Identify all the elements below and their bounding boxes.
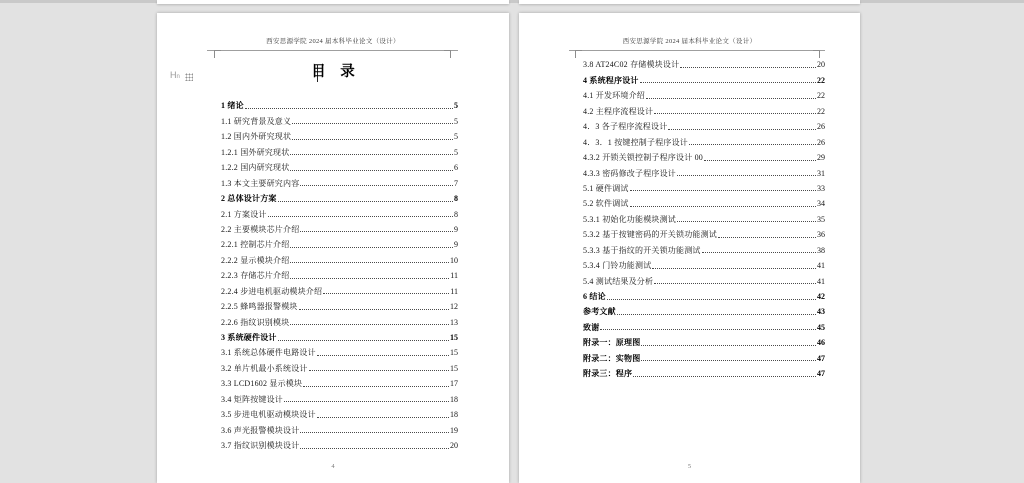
toc-entry[interactable] bbox=[221, 297, 458, 312]
toc-entry-label: 4.2 主程序流程设计 bbox=[583, 106, 654, 116]
page-header-text: 西安思源学院 2024 届本科毕业论文（设计） bbox=[622, 38, 757, 45]
toc-entry-label: 3.3 LCD1602 显示模块 bbox=[221, 379, 303, 389]
dot-leader bbox=[300, 448, 449, 449]
dot-leader bbox=[278, 340, 449, 341]
toc-entry-label: 4.3.3 密码修改子程序设计 bbox=[583, 168, 676, 178]
dot-leader bbox=[702, 252, 816, 253]
toc-entry-label: 1.2.2 国内研究现状 bbox=[221, 163, 290, 173]
dot-leader bbox=[600, 329, 816, 330]
toc-entry-label: 2 总体设计方案 bbox=[221, 194, 277, 204]
toc-entry[interactable] bbox=[583, 86, 825, 101]
dot-leader bbox=[689, 144, 816, 145]
toc-entry[interactable] bbox=[221, 142, 458, 157]
toc-entry[interactable] bbox=[221, 328, 458, 343]
toc-entry[interactable] bbox=[583, 348, 825, 363]
dot-leader bbox=[268, 216, 453, 217]
heading-collapse-icon[interactable]: Hn bbox=[170, 70, 180, 80]
toc-entry-page: 42 bbox=[817, 292, 825, 301]
dot-leader bbox=[677, 175, 816, 176]
toc-entry[interactable] bbox=[221, 281, 458, 296]
dot-leader bbox=[290, 324, 449, 325]
toc-entry-label: 1 绪论 bbox=[221, 101, 244, 111]
toc-entry-page: 35 bbox=[817, 214, 825, 224]
dot-leader bbox=[278, 201, 453, 202]
toc-entry[interactable] bbox=[221, 266, 458, 281]
toc-entry-page: 5 bbox=[454, 147, 458, 157]
dot-leader bbox=[640, 82, 816, 83]
text-boundary-corner-left bbox=[575, 50, 582, 58]
toc-entry-label: 致谢 bbox=[583, 322, 600, 332]
toc-entry-label: 2.1 方案设计 bbox=[221, 209, 267, 219]
dot-leader bbox=[633, 376, 816, 377]
toc-entry-page: 41 bbox=[817, 276, 825, 286]
dot-leader bbox=[680, 67, 816, 68]
toc-entry[interactable] bbox=[583, 302, 825, 317]
toc-entry[interactable] bbox=[583, 132, 825, 147]
dot-leader bbox=[300, 185, 453, 186]
drag-handle-icon[interactable] bbox=[185, 73, 193, 81]
toc-entry-label: 2.2.3 存储芯片介绍 bbox=[221, 271, 290, 281]
toc-entry[interactable] bbox=[583, 163, 825, 178]
dot-leader bbox=[677, 221, 816, 222]
toc-entry[interactable] bbox=[583, 225, 825, 240]
toc-entry[interactable] bbox=[221, 158, 458, 173]
toc-title-row[interactable] bbox=[207, 63, 459, 83]
toc-entry-label: 5.3.1 初始化功能模块测试 bbox=[583, 214, 676, 224]
toc-entry-label: 3.4 矩阵按键设计 bbox=[221, 394, 283, 404]
toc-entry-label: 1.3 本文主要研究内容 bbox=[221, 178, 300, 188]
toc-entry[interactable] bbox=[221, 343, 458, 358]
toc-entry-label: 附录一：原理图 bbox=[583, 338, 641, 348]
toc-entry[interactable] bbox=[221, 204, 458, 219]
toc-entry-label: 3.2 单片机最小系统设计 bbox=[221, 363, 308, 373]
toc-entry-label: 2.2 主要模块芯片介绍 bbox=[221, 224, 300, 234]
toc-entry-page: 15 bbox=[450, 348, 458, 358]
toc-entry-page: 38 bbox=[817, 245, 825, 255]
toc-entry-page: 18 bbox=[450, 394, 458, 404]
toc-entry[interactable] bbox=[583, 364, 825, 379]
toc-entry-page: 34 bbox=[817, 199, 825, 209]
toc-entry-page: 19 bbox=[450, 425, 458, 435]
toc-entry-label: 2.2.6 指纹识别模块 bbox=[221, 317, 290, 327]
toc-entry-label: 3.8 AT24C02 存储模块设计 bbox=[583, 60, 680, 70]
dot-leader bbox=[607, 299, 816, 300]
toc-entry[interactable] bbox=[221, 312, 458, 327]
dot-leader bbox=[654, 283, 816, 284]
toc-entry-page: 15 bbox=[450, 363, 458, 373]
toc-entry-label: 附录三：程序 bbox=[583, 369, 633, 379]
toc-entry-label: 2.2.2 显示模块介绍 bbox=[221, 255, 290, 265]
toc-entry-label: 5.2 软件调试 bbox=[583, 199, 629, 209]
toc-entry-label: 2.2.5 蜂鸣器报警模块 bbox=[221, 302, 298, 312]
toc-entry-label: 4.1 开发环境介绍 bbox=[583, 91, 645, 101]
dot-leader bbox=[641, 345, 816, 346]
dot-leader bbox=[284, 401, 449, 402]
dot-leader bbox=[317, 417, 449, 418]
toc-entry-label: 1.2 国内外研究现状 bbox=[221, 132, 292, 142]
toc-entry[interactable] bbox=[583, 333, 825, 348]
toc-entry-page: 13 bbox=[450, 317, 458, 327]
dot-leader bbox=[317, 355, 449, 356]
paragraph-handles bbox=[170, 71, 193, 82]
page-right[interactable] bbox=[519, 13, 860, 483]
toc-entry[interactable] bbox=[583, 240, 825, 255]
toc-entry[interactable] bbox=[221, 436, 458, 451]
toc-entry-page: 11 bbox=[450, 271, 458, 281]
toc-entry-page: 5 bbox=[454, 132, 458, 142]
toc-entry-label: 4．3 各子程序流程设计 bbox=[583, 122, 668, 132]
toc-entry-page: 11 bbox=[450, 286, 458, 296]
dot-leader bbox=[290, 278, 449, 279]
dot-leader bbox=[668, 129, 816, 130]
toc-entry-page: 22 bbox=[817, 91, 825, 101]
dot-leader bbox=[309, 370, 449, 371]
toc-entry-page: 8 bbox=[454, 194, 458, 204]
header-underline bbox=[569, 50, 825, 51]
toc-entry-page: 47 bbox=[817, 353, 825, 363]
top-shadow-strip bbox=[0, 0, 1024, 3]
dot-leader bbox=[323, 293, 449, 294]
dot-leader bbox=[290, 247, 453, 248]
toc-entry-page: 45 bbox=[817, 322, 825, 332]
toc-list-right bbox=[583, 55, 825, 379]
toc-entry-page: 29 bbox=[817, 153, 825, 163]
toc-entry-page: 31 bbox=[817, 168, 825, 178]
toc-entry-page: 43 bbox=[817, 307, 825, 317]
toc-entry[interactable] bbox=[221, 220, 458, 235]
toc-entry[interactable] bbox=[583, 117, 825, 132]
previous-page-edge-left bbox=[157, 0, 509, 4]
toc-entry-label: 5.3.2 基于按键密码的开关锁功能测试 bbox=[583, 230, 717, 240]
toc-entry-page: 26 bbox=[817, 137, 825, 147]
toc-entry-page: 20 bbox=[817, 60, 825, 70]
toc-entry[interactable] bbox=[583, 179, 825, 194]
toc-entry[interactable] bbox=[221, 173, 458, 188]
toc-entry[interactable] bbox=[221, 374, 458, 389]
dot-leader bbox=[292, 139, 453, 140]
toc-entry-label: 2.2.1 控制芯片介绍 bbox=[221, 240, 290, 250]
toc-entry-page: 8 bbox=[454, 209, 458, 219]
toc-entry-label: 5.4 测试结果及分析 bbox=[583, 276, 654, 286]
toc-entry-label: 4 系统程序设计 bbox=[583, 75, 639, 85]
dot-leader bbox=[292, 123, 453, 124]
toc-entry[interactable] bbox=[221, 405, 458, 420]
toc-entry[interactable] bbox=[583, 209, 825, 224]
toc-entry-label: 附录二：实物图 bbox=[583, 353, 641, 363]
dot-leader bbox=[290, 262, 449, 263]
toc-entry[interactable] bbox=[583, 256, 825, 271]
dot-leader bbox=[290, 170, 453, 171]
toc-entry-label: 5.3.4 门铃功能测试 bbox=[583, 261, 652, 271]
dot-leader bbox=[654, 113, 816, 114]
dot-leader bbox=[646, 98, 816, 99]
dot-leader bbox=[641, 360, 816, 361]
dot-leader bbox=[652, 268, 816, 269]
toc-entry[interactable] bbox=[221, 235, 458, 250]
dot-leader bbox=[617, 314, 816, 315]
dot-leader bbox=[299, 309, 449, 310]
toc-entry-page: 9 bbox=[454, 240, 458, 250]
toc-entry-page: 26 bbox=[817, 122, 825, 132]
toc-entry-page: 6 bbox=[454, 163, 458, 173]
header-underline bbox=[207, 50, 458, 51]
toc-entry-label: 3.5 步进电机驱动模块设计 bbox=[221, 410, 316, 420]
text-boundary-corner-left bbox=[214, 50, 221, 58]
toc-entry-label: 6 结论 bbox=[583, 292, 606, 301]
toc-entry[interactable] bbox=[221, 127, 458, 142]
text-boundary-corner-right bbox=[444, 50, 451, 58]
page-header-text: 西安思源学院 2024 届本科毕业论文（设计） bbox=[266, 38, 400, 45]
toc-entry[interactable] bbox=[221, 189, 458, 204]
toc-entry-page: 15 bbox=[450, 333, 458, 342]
toc-entry-label: 1.2.1 国外研究现状 bbox=[221, 147, 290, 157]
toc-entry-page: 47 bbox=[817, 369, 825, 379]
dot-leader bbox=[290, 154, 453, 155]
toc-entry-page: 7 bbox=[454, 178, 458, 188]
toc-entry[interactable] bbox=[583, 148, 825, 163]
toc-entry[interactable] bbox=[583, 287, 825, 302]
toc-entry-label: 3.1 系统总体硬件电路设计 bbox=[221, 348, 316, 358]
toc-entry-page: 5 bbox=[454, 101, 458, 111]
toc-entry-label: 2.2.4 步进电机驱动模块介绍 bbox=[221, 286, 323, 296]
dot-leader bbox=[300, 231, 453, 232]
dot-leader bbox=[704, 160, 816, 161]
toc-entry-page: 41 bbox=[817, 261, 825, 271]
toc-entry-label: 3 系统硬件设计 bbox=[221, 333, 277, 342]
toc-entry[interactable] bbox=[221, 389, 458, 404]
dot-leader bbox=[245, 108, 453, 109]
toc-entry-label: 5.3.3 基于指纹的开关锁功能测试 bbox=[583, 245, 701, 255]
toc-entry[interactable] bbox=[221, 96, 458, 111]
toc-entry-label: 3.6 声光报警模块设计 bbox=[221, 425, 300, 435]
toc-entry-page: 20 bbox=[450, 441, 458, 451]
toc-entry-page: 22 bbox=[817, 106, 825, 116]
toc-entry-label: 4.3.2 开锁关锁控制子程序设计 00 bbox=[583, 153, 703, 163]
toc-title[interactable]: 目 录 bbox=[311, 64, 355, 80]
toc-entry-label: 参考文献 bbox=[583, 307, 616, 317]
page-number-footer-left: 4 bbox=[331, 463, 335, 470]
page-number-footer-right: 5 bbox=[687, 463, 692, 470]
toc-entry[interactable] bbox=[221, 250, 458, 265]
toc-entry[interactable] bbox=[583, 55, 825, 70]
toc-entry-page: 12 bbox=[450, 302, 458, 312]
toc-entry-page: 33 bbox=[817, 183, 825, 193]
toc-entry[interactable] bbox=[583, 101, 825, 116]
dot-leader bbox=[718, 237, 816, 238]
toc-entry-page: 9 bbox=[454, 224, 458, 234]
page-left[interactable] bbox=[157, 13, 509, 483]
toc-entry-label: 3.7 指纹识别模块设计 bbox=[221, 441, 300, 451]
dot-leader bbox=[630, 206, 816, 207]
dot-leader bbox=[630, 190, 816, 191]
toc-entry-page: 10 bbox=[450, 255, 458, 265]
toc-list-left bbox=[221, 96, 458, 451]
toc-entry-label: 1.1 研究背景及意义 bbox=[221, 116, 292, 126]
toc-entry[interactable] bbox=[583, 70, 825, 85]
toc-entry-page: 17 bbox=[450, 379, 458, 389]
previous-page-edge-right bbox=[519, 0, 860, 4]
toc-entry-page: 36 bbox=[817, 230, 825, 240]
toc-entry[interactable] bbox=[221, 111, 458, 126]
toc-entry-page: 22 bbox=[817, 75, 825, 85]
toc-entry[interactable] bbox=[583, 271, 825, 286]
toc-entry[interactable] bbox=[583, 317, 825, 332]
toc-entry[interactable] bbox=[221, 358, 458, 373]
toc-entry-label: 5.1 硬件调试 bbox=[583, 183, 629, 193]
dot-leader bbox=[300, 432, 449, 433]
toc-entry[interactable] bbox=[221, 420, 458, 435]
toc-entry[interactable] bbox=[583, 194, 825, 209]
toc-entry-page: 18 bbox=[450, 410, 458, 420]
toc-entry-page: 46 bbox=[817, 338, 825, 348]
toc-entry-page: 5 bbox=[454, 116, 458, 126]
toc-entry-label: 4．3．1 按键控制子程序设计 bbox=[583, 137, 688, 147]
dot-leader bbox=[303, 386, 449, 387]
